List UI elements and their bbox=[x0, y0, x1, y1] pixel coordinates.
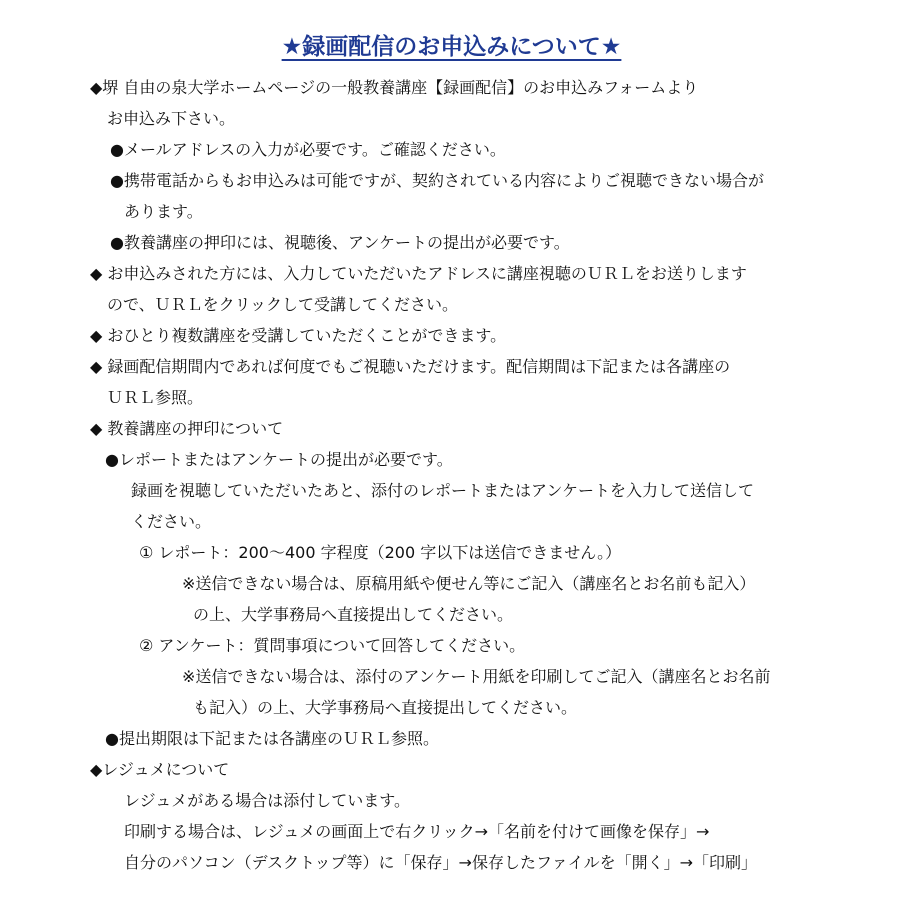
body-line: 自分のパソコン（デスクトップ等）に「保存」→保存したファイルを「開く」→「印刷」 bbox=[124, 853, 758, 872]
body-line: ◆ おひとり複数講座を受講していただくことができます。 bbox=[90, 326, 507, 345]
body-line: ※送信できない場合は、原稿用紙や便せん等にご記入（講座名とお名前も記入） bbox=[182, 574, 756, 593]
body-line: ◆ 録画配信期間内であれば何度でもご視聴いただけます。配信期間は下記または各講座の bbox=[90, 357, 731, 376]
body-line: ◆レジュメについて bbox=[90, 760, 230, 779]
page-title bbox=[0, 30, 903, 64]
body-line: あります。 bbox=[124, 202, 203, 221]
body-line: ●レポートまたはアンケートの提出が必要です。 bbox=[105, 450, 453, 469]
body-line: お申込み下さい。 bbox=[107, 109, 236, 128]
body-line: ●メールアドレスの入力が必要です。ご確認ください。 bbox=[110, 140, 506, 159]
body-line: ① レポート：200～400 字程度（200 字以下は送信できません。） bbox=[139, 543, 622, 562]
body-line: ※送信できない場合は、添付のアンケート用紙を印刷してご記入（講座名とお名前 bbox=[182, 667, 771, 686]
body-line: ●携帯電話からもお申込みは可能ですが、契約されている内容によりご視聴できない場合が bbox=[110, 171, 764, 190]
body-line: 印刷する場合は、レジュメの画面上で右クリック→「名前を付けて画像を保存」→ bbox=[124, 822, 710, 841]
body-line: ② アンケート：質問事項について回答してください。 bbox=[139, 636, 526, 655]
body-line: ＵＲＬ参照。 bbox=[107, 388, 204, 407]
body-line: ので、ＵＲＬをクリックして受講してください。 bbox=[107, 295, 459, 314]
body-line: ◆堺 自由の泉大学ホームページの一般教養講座【録画配信】のお申込みフォームより bbox=[90, 78, 699, 97]
body-line: ◆ 教養講座の押印について bbox=[90, 419, 284, 438]
page-title-text: ★録画配信のお申込みについて★ bbox=[281, 34, 622, 60]
body-line: も記入）の上、大学事務局へ直接提出してください。 bbox=[193, 698, 578, 717]
body-line: 録画を視聴していただいたあと、添付のレポートまたはアンケートを入力して送信して bbox=[131, 481, 755, 500]
body-line: ◆ お申込みされた方には、入力していただいたアドレスに講座視聴のＵＲＬをお送りします bbox=[90, 264, 747, 283]
body-line: ください。 bbox=[131, 512, 212, 531]
body-line: ●提出期限は下記または各講座のＵＲＬ参照。 bbox=[105, 729, 439, 748]
body-line: レジュメがある場合は添付しています。 bbox=[124, 791, 411, 810]
body-line: ●教養講座の押印には、視聴後、アンケートの提出が必要です。 bbox=[110, 233, 570, 252]
body-line: の上、大学事務局へ直接提出してください。 bbox=[193, 605, 514, 624]
